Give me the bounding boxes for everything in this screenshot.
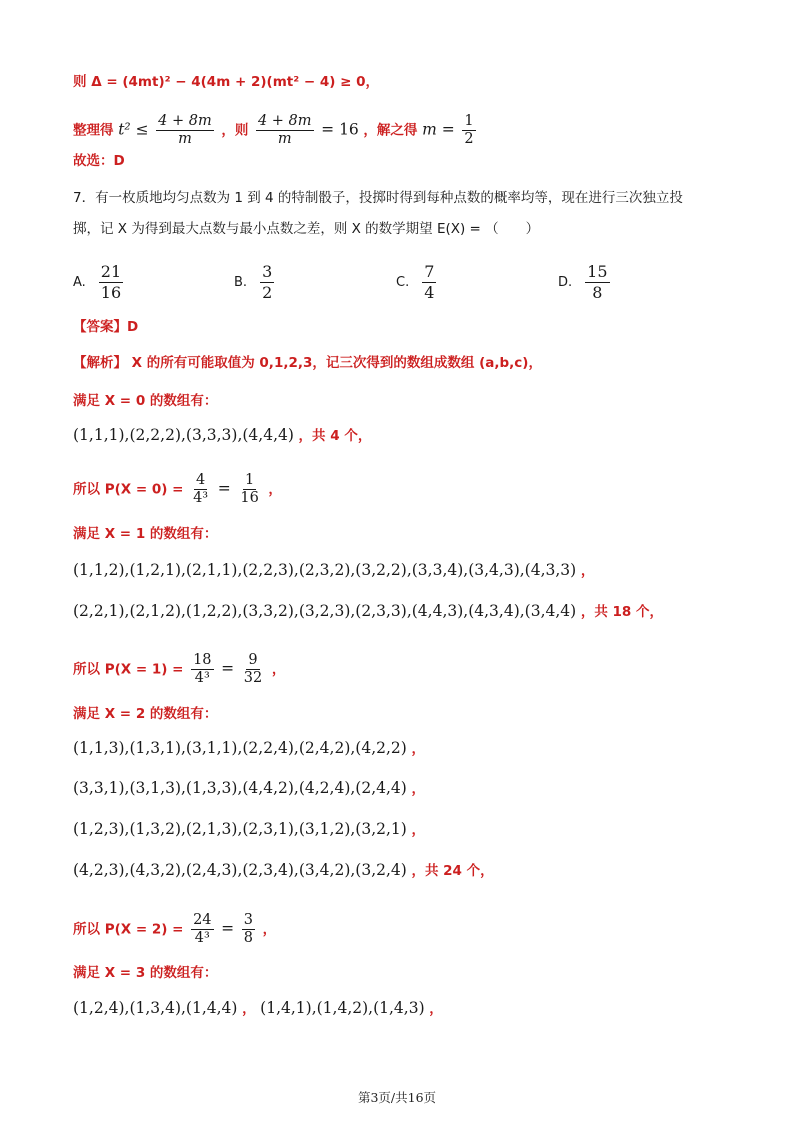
x2-list-line-1: [73, 738, 425, 759]
x0-heading: [73, 391, 217, 411]
equals-16: = 16: [321, 120, 359, 139]
p1-prefix: 所以 P(X = 1) =: [73, 661, 184, 678]
x2-comma: ，: [411, 781, 425, 797]
x0-list: (1,1,1),(2,2,2),(3,3,3),(4,4,4): [73, 426, 294, 444]
analysis-line: [73, 353, 542, 373]
fraction: $\frac{4 + 8m}{m}$: [158, 113, 212, 147]
fraction: $\frac{1}{2}$: [464, 113, 474, 147]
choice-text: 故选：D: [73, 153, 125, 169]
x1-list-1: (1,1,2),(1,2,1),(2,1,1),(2,2,3),(2,3,2),(3,2,2),(3,3,4),(3,4,3),(4,3,3): [73, 561, 577, 579]
equals-sign: =: [217, 479, 231, 498]
x2-list-line-3: [73, 819, 425, 840]
then-text: ，则: [221, 122, 249, 139]
option-fraction: $\frac{3}{2}$: [262, 262, 273, 302]
x1-heading-text: 满足 X = 1 的数组有：: [73, 526, 218, 542]
x1-list-line-1: [73, 560, 594, 581]
delta-condition-text: 则 Δ = (4mt)² − 4(4m + 2)(mt² − 4) ≥ 0，: [73, 74, 380, 90]
option-fraction: $\frac{15}{8}$: [587, 262, 608, 302]
p0-prefix: 所以 P(X = 0) =: [73, 481, 184, 498]
question-7-text-2: 掷，记 X 为得到最大点数与最小点数之差，则 X 的数学期望 E(X) = （ ）: [73, 221, 540, 237]
fraction: $\frac{4}{\text{4³}}$: [193, 472, 209, 506]
question-7-line-2: [73, 219, 539, 239]
simplify-line: [73, 113, 479, 148]
x3-heading-text: 满足 X = 3 的数组有：: [73, 965, 218, 981]
p2-end: ，: [262, 921, 277, 938]
x2-list-line-4: [73, 860, 494, 881]
x1-count: ，共 18 个，: [580, 604, 664, 620]
x0-count: ，共 4 个，: [298, 428, 372, 444]
x0-heading-text: 满足 X = 0 的数组有：: [73, 393, 218, 409]
x2-comma: ，: [411, 741, 425, 757]
x2-heading-text: 满足 X = 2 的数组有：: [73, 706, 218, 722]
x2-heading: [73, 704, 217, 724]
x1-list-1-end: ，: [580, 563, 595, 579]
x3-heading: [73, 963, 217, 983]
fraction: $\frac{18}{\text{4³}}$: [193, 652, 212, 686]
p0-line: [73, 472, 282, 507]
option-label: D.: [558, 275, 573, 290]
p0-end: ，: [268, 481, 282, 498]
x2-list-3: (1,2,3),(1,3,2),(2,1,3),(2,3,1),(3,1,2),(3,2,1): [73, 820, 407, 838]
option-label: A.: [73, 275, 86, 290]
x2-count: ，共 24 个，: [411, 863, 494, 879]
option-label: C.: [396, 275, 410, 290]
m-equals: m =: [422, 120, 455, 139]
x3-comma: ，: [429, 1001, 443, 1017]
option-fraction: $\frac{21}{16}$: [100, 262, 122, 302]
x1-list-line-2: [73, 601, 663, 622]
option-a: [73, 262, 126, 303]
x3-list-b: (1,4,1),(1,4,2),(1,4,3): [260, 999, 425, 1017]
equals-sign: =: [221, 659, 235, 678]
x1-heading: [73, 524, 217, 544]
x2-list-1: (1,1,3),(1,3,1),(3,1,1),(2,2,4),(2,4,2),(4,2,2): [73, 739, 407, 757]
solve-text: ，解之得: [363, 122, 423, 139]
x2-comma: ，: [411, 822, 425, 838]
analysis-tag: 【解析】: [73, 355, 127, 371]
fraction: $\frac{9}{32}$: [243, 652, 263, 686]
analysis-text: X 的所有可能取值为 0,1,2,3，记三次得到的数组成数组 (a,b,c)，: [131, 355, 542, 371]
p2-prefix: 所以 P(X = 2) =: [73, 921, 184, 938]
question-7-line-1: [73, 188, 683, 208]
t-squared-ineq: t² ≤: [118, 120, 149, 139]
p1-end: ，: [271, 661, 286, 678]
fraction: $\frac{4 + 8m}{m}$: [257, 113, 312, 147]
x1-list-2: (2,2,1),(2,1,2),(1,2,2),(3,3,2),(3,2,3),(2,3,3),(4,4,3),(4,3,4),(3,4,4): [73, 602, 577, 620]
choice-line: [73, 151, 125, 171]
option-c: [396, 262, 439, 303]
answer-text: 【答案】D: [73, 319, 139, 335]
option-fraction: $\frac{7}{4}$: [424, 262, 435, 302]
p2-line: [73, 912, 276, 947]
simplify-prefix: 整理得: [73, 122, 119, 139]
x3-comma: ，: [242, 1001, 256, 1017]
x3-list-a: (1,2,4),(1,3,4),(1,4,4): [73, 999, 238, 1017]
answer-line: [73, 317, 138, 337]
x2-list-line-2: [73, 778, 425, 799]
equals-sign: =: [221, 919, 235, 938]
x2-list-4: (4,2,3),(4,3,2),(2,4,3),(2,3,4),(3,4,2),(3,2,4): [73, 861, 407, 879]
option-label: B.: [234, 275, 248, 290]
p1-line: [73, 652, 285, 687]
question-7-text-1: 7．有一枚质地均匀点数为 1 到 4 的特制骰子，投掷时得到每种点数的概率均等，现在进行三次独立投: [73, 190, 683, 206]
fraction: $\frac{24}{\text{4³}}$: [193, 912, 212, 946]
delta-condition-line: [73, 72, 379, 92]
x2-list-2: (3,3,1),(3,1,3),(1,3,3),(4,4,2),(4,2,4),(2,4,4): [73, 779, 407, 797]
option-b: [234, 262, 277, 303]
x3-list-line: [73, 998, 443, 1019]
fraction: $\frac{3}{8}$: [243, 912, 253, 946]
option-d: [558, 262, 613, 303]
x0-list-line: [73, 425, 371, 446]
fraction: $\frac{1}{16}$: [240, 472, 259, 506]
page-number: 第3页/共16页: [357, 1090, 437, 1105]
